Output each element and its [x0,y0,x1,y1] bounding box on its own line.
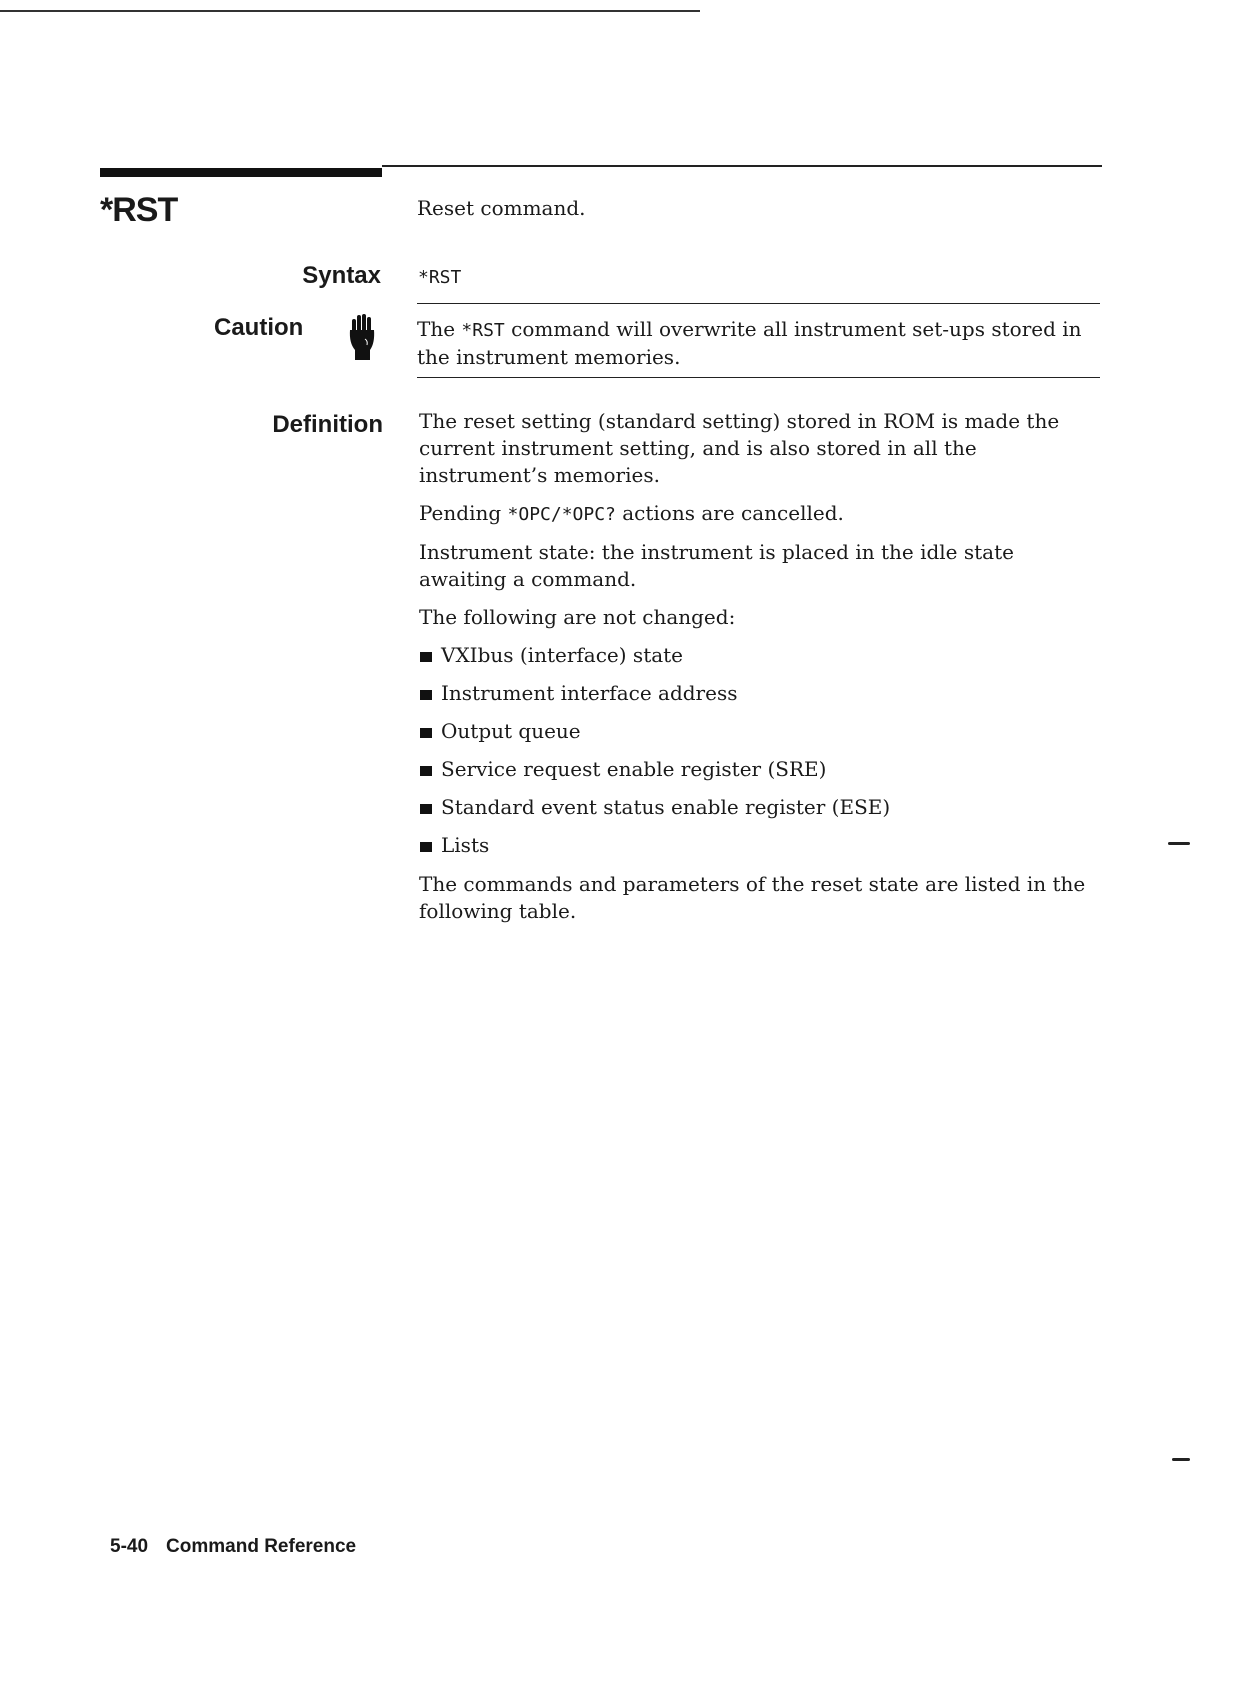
page-top-rule [0,10,700,12]
list-item: Lists [419,832,1099,859]
pending-suffix: actions are cancelled. [615,501,844,525]
footer-chapter: Command Reference [166,1536,357,1557]
caution-text-line1 [417,316,1100,344]
footer-page-number: 5-40 [110,1536,149,1557]
list-item: VXIbus (interface) state [419,642,1099,669]
caution-label: Caution [214,314,304,341]
scan-edge-mark [1172,1458,1190,1461]
syntax-label: Syntax [302,262,381,289]
definition-paragraph: The reset setting (standard setting) stored in ROM is made the current instrument setting, and is also stored in all the instrument’s memories. [419,409,1060,487]
scan-edge-mark [1168,842,1190,845]
caution-text-suffix: command will overwrite all instrument set-ups stored in [504,317,1082,341]
section-description: Reset command. [417,196,586,220]
pending-code: *OPC/*OPC? [507,504,616,525]
section-heading-rule [382,165,1102,167]
page-footer [110,1536,374,1558]
stop-hand-icon [347,313,377,361]
syntax-code: *RST [418,267,462,288]
definition-label: Definition [272,411,383,438]
closing-paragraph: The commands and parameters of the reset state are listed in the following table. [419,872,1086,923]
caution-command-code: *RST [461,320,505,341]
list-item: Output queue [419,718,1099,745]
list-item: Service request enable register (SRE) [419,756,1099,783]
list-item: Standard event status enable register (ESE) [419,794,1099,821]
caution-text-line2: the instrument memories. [417,345,681,369]
definition-content [419,408,1099,936]
pending-actions-paragraph [419,500,1099,528]
not-changed-list [419,642,1099,859]
pending-prefix: Pending [419,501,508,525]
caution-box [417,303,1100,378]
instrument-state-paragraph: Instrument state: the instrument is placed in the idle state awaiting a command. [419,540,1014,591]
section-title: *RST [100,191,178,229]
section-heading-bar [100,168,382,177]
list-item: Instrument interface address [419,680,1099,707]
caution-text-prefix: The [417,317,462,341]
not-changed-intro: The following are not changed: [419,605,736,629]
